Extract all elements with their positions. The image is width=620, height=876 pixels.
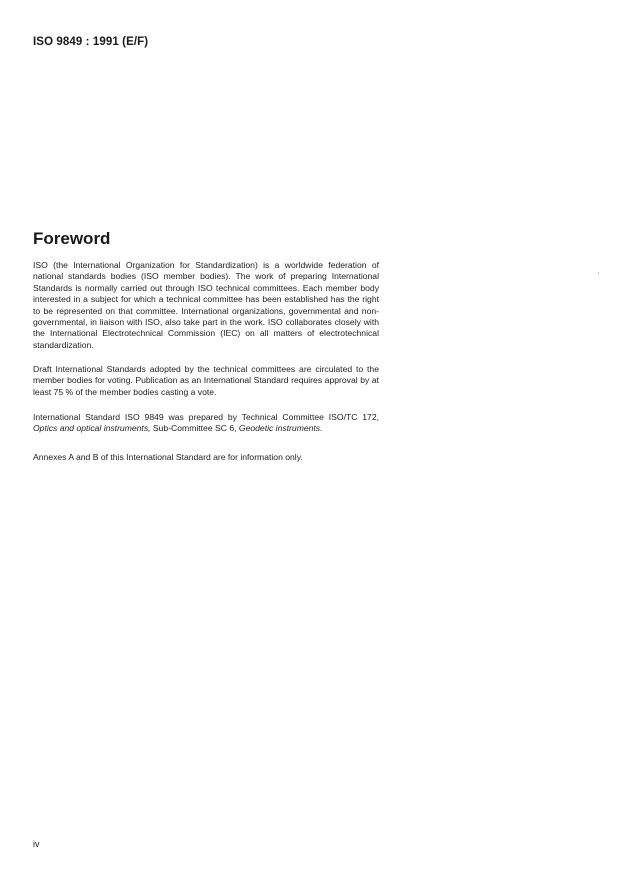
subcommittee-title: Geodetic instruments. — [238, 423, 323, 434]
foreword-paragraph-preparation — [33, 412, 379, 435]
foreword-paragraph-iso-description: ISO (the International Organization for Standardization) is a worldwide federation of national standards bodies (ISO member bodies). The work of preparing International Standards is normally carried out through ISO technical committees. Each member body interested in a subject for which a technical committee has been established has the right to be represented on that committee. International organizations, governmental and non-governmental, in liaison with ISO, also take part in the work. ISO collaborates closely with the International Electrotechnical Commission (IEC) on all matters of electrotechnical standardization. — [33, 260, 379, 350]
foreword-paragraph-annexes: Annexes A and B of this International Standard are for information only. — [33, 452, 303, 462]
foreword-paragraph-draft-standards: Draft International Standards adopted by the technical committees are circulated to the member bodies for voting. Publication as an International Standard requires approval by at least 75 % of the member bodies casting a vote. — [33, 364, 379, 397]
committee-title: Optics and optical instruments, — [33, 423, 151, 434]
page-number: iv — [33, 839, 40, 849]
foreword-heading: Foreword — [33, 229, 111, 248]
scan-speck — [598, 272, 599, 274]
document-identifier: ISO 9849 : 1991 (E/F) — [33, 36, 149, 48]
preparation-text-part1: International Standard ISO 9849 was prepared by Technical Committee ISO/TC 172, — [33, 412, 379, 422]
preparation-text-part2: Sub-Committee SC 6, — [152, 423, 237, 434]
